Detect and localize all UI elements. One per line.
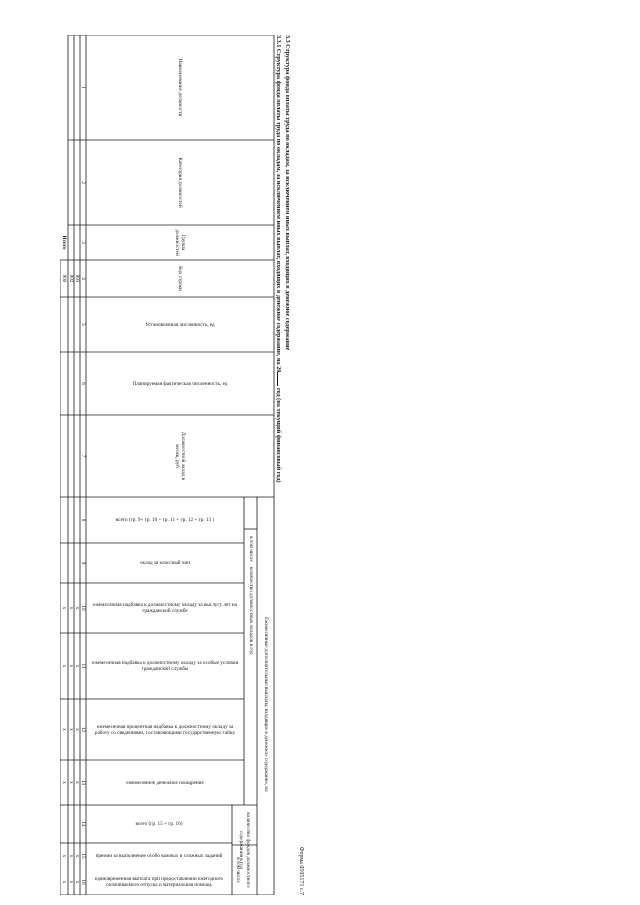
x-mark: x <box>61 728 67 731</box>
col-num: 14 <box>80 821 86 827</box>
subsection-title: 3.3.1 Структура фонда оплаты труда по окладам, за исключением иных выплат, входящих в денежное содержание, на 20 год (на текущий финансовый год) <box>275 35 282 483</box>
row-code: 900 <box>61 274 67 283</box>
x-mark: x <box>74 606 80 610</box>
col-num: 1 <box>80 86 86 89</box>
col-num: 12 <box>80 726 86 733</box>
x-mark: x <box>68 854 74 858</box>
form-sheet <box>60 35 304 895</box>
x-mark: x <box>74 781 80 784</box>
x-mark: x <box>74 880 80 884</box>
x-mark: x <box>68 728 74 731</box>
col-num: 15 <box>80 853 86 859</box>
col-num: 6 <box>80 382 86 385</box>
col-num: 16 <box>80 879 86 885</box>
x-mark: x <box>61 606 67 610</box>
x-mark: x <box>61 854 67 858</box>
header-salary-count-year: количество должностных окладов в год <box>247 567 254 655</box>
x-mark: x <box>74 728 80 731</box>
col-num: 4 <box>80 277 86 280</box>
header-monthly-incentive: ежемесячное денежное поощрение <box>126 779 204 786</box>
x-mark: x <box>68 664 74 668</box>
header-total-8: всего (гр. 9+ гр. 10 + гр. 11 + гр. 12 + гр. 13 ) <box>115 517 215 523</box>
header-important-tasks-bonus: премии за выполнение особо важных и сложных заданий <box>95 853 223 859</box>
col-num: 2 <box>80 181 86 184</box>
col-num: 8 <box>80 518 86 522</box>
header-total-14: всего (гр. 15 + гр. 16) <box>135 821 183 827</box>
header-planned-count: Планируемая фактическая численность, ед <box>132 380 228 387</box>
header-special-conditions-bonus: ежемесячная надбавка к должностному окладу за особые условия гражданской службы <box>92 660 238 672</box>
col-num: 3 <box>80 241 86 244</box>
x-mark: x <box>74 664 80 668</box>
x-mark: x <box>68 781 74 784</box>
header-including-2: в том числе <box>235 857 242 883</box>
col-num: 7 <box>80 454 86 458</box>
header-fund-count-year: количество фондов должностного содержания в год <box>238 812 251 888</box>
col-num: 10 <box>80 605 86 611</box>
col-num: 13 <box>80 779 86 786</box>
header-position-group: Группа должностей <box>174 229 187 256</box>
col-num: 9 <box>80 561 86 565</box>
x-mark: x <box>68 606 74 610</box>
header-salary: Должностной оклад в месяц, руб <box>174 431 187 481</box>
col-num: 5 <box>80 323 86 326</box>
total-row-label: Итого <box>61 235 67 250</box>
header-including-1: в том числе <box>247 536 254 562</box>
form-code: Форма 0505171 с.7 <box>298 846 304 895</box>
row-code: 001 <box>74 274 80 283</box>
header-vacation-payment: единовременная выплата при предоставлении ежегодного оплачиваемого отпуска и материальная помощь <box>94 876 224 888</box>
x-mark: x <box>61 781 67 784</box>
header-row-code: Код строки <box>177 266 184 291</box>
header-monthly-payments: Ежемесячные дополнительные выплаты, входящие в денежное содержание, на <box>262 617 269 792</box>
row-code: 002 <box>68 274 74 283</box>
header-position-name: Наименование должности <box>177 58 184 117</box>
x-mark: x <box>61 664 67 668</box>
x-mark: x <box>68 880 74 884</box>
section-title: 3.3 Структура фонда оплаты труда по окладам, за исключением иных выплат, входящих в денежное содержание <box>284 35 291 351</box>
header-secrecy-bonus: ежемесячная процентная надбавка к должностному окладу за работу со сведениями, составляющими государственную тайну <box>94 723 236 736</box>
header-position-category: Категория должностей <box>177 157 184 208</box>
x-mark: x <box>74 854 80 858</box>
header-established-count: Установленная численность, ед <box>145 321 215 328</box>
col-num: 11 <box>80 663 86 669</box>
x-mark: x <box>61 880 67 884</box>
header-class-rank-pay: оклад за классный чин <box>139 560 191 566</box>
header-seniority-bonus: ежемесячная надбавка к должностному окладу за выслугу лет на гражданской службе <box>93 602 237 614</box>
